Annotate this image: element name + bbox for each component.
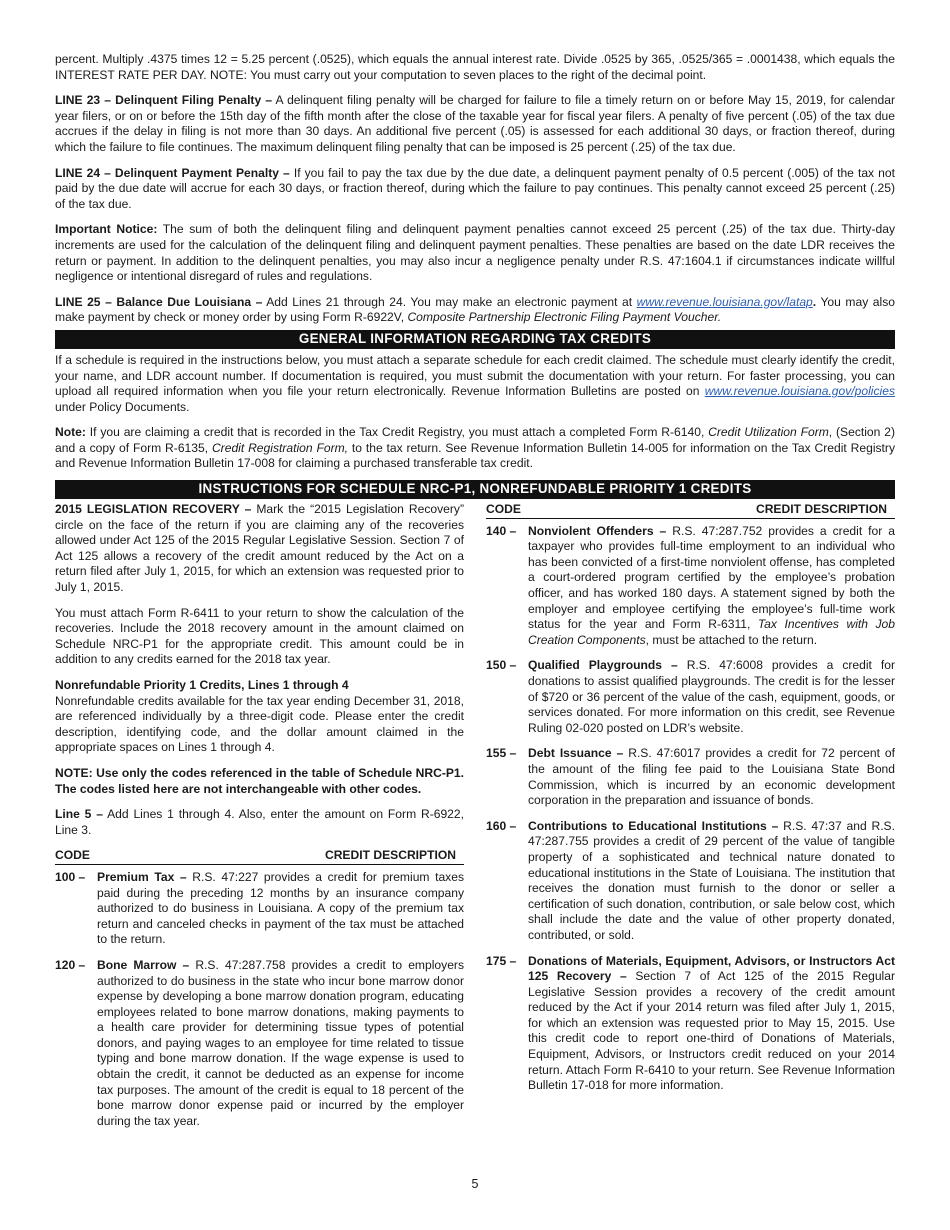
payment-voucher-title: Composite Partnership Electronic Filing Payment Voucher.	[407, 310, 722, 325]
credit-code: 150 –	[486, 658, 517, 673]
line23-heading: LINE 23 – Delinquent Filing Penalty –	[55, 93, 273, 108]
credit-title: Premium Tax –	[97, 869, 187, 884]
credit-entry-100: 100 – Premium Tax – R.S. 47:227 provides a credit for premium taxes paid during the preceding 12 months by an insurance company authorized to do business in Louisiana. A copy of the premium tax return and canceled checks in payment of the tax must be attached to the return.	[55, 869, 464, 947]
line25-paragraph: LINE 25 – Balance Due Louisiana – Add Lines 21 through 24. You may make an electronic payment at www.revenue.louisiana.gov/latap. You may also make payment by check or money order by using Form R-6922V, Composite Partnership Electronic Filing Payment Voucher.	[55, 294, 895, 325]
line5-heading: Line 5 –	[55, 807, 103, 822]
left-code-header	[55, 848, 464, 865]
credit-entry-155: 155 – Debt Issuance – R.S. 47:6017 provides a credit for 72 percent of the amount of the filing fee paid to the Louisiana State Bond Commission, which is incurred by an economic development corporation in the preparation and issuance of bonds.	[486, 746, 895, 808]
registry-note-paragraph: Note: If you are claiming a credit that is recorded in the Tax Credit Registry, you must attach a completed Form R-6140, Credit Utilization Form, (Section 2) and a copy of Form R-6135, Credit Registration Form, to the tax return. See Revenue Information Bulletin 14-005 for information on the Tax Credit Registry and Revenue Information Bulletin 17-008 for claiming a purchased transferable tax credit.	[55, 425, 895, 471]
credit-code: 100 –	[55, 869, 86, 884]
important-notice-heading: Important Notice:	[55, 222, 158, 237]
line24-heading: LINE 24 – Delinquent Payment Penalty –	[55, 165, 290, 180]
latap-link[interactable]: www.revenue.louisiana.gov/latap	[636, 294, 813, 309]
credit-title: Bone Marrow –	[97, 957, 190, 972]
registry-note-heading: Note:	[55, 425, 86, 440]
credit-title: Qualified Playgrounds –	[528, 658, 678, 673]
line24-paragraph: LINE 24 – Delinquent Payment Penalty – If you fail to pay the tax due by the due date, a delinquent payment penalty of 0.5 percent (.005) of the tax not paid by the due date will accrue for each 30 days, or fraction thereof, during which the failure to pay continues. This penalty cannot exceed 25 percent (.25) of the tax due.	[55, 165, 895, 211]
credit-code: 155 –	[486, 746, 517, 761]
recovery-heading: 2015 LEGISLATION RECOVERY –	[55, 502, 252, 517]
description-column-header: CREDIT DESCRIPTION	[755, 502, 887, 517]
general-info-banner: GENERAL INFORMATION REGARDING TAX CREDITS	[55, 330, 895, 349]
attach-r6411-paragraph: You must attach Form R-6411 to your return to show the calculation of the recoveries. Include the 2018 recovery amount in the amount claimed on Schedule NRC-P1 for the appropriate credit. This amount could be in addition to any credits earned for the 2018 tax year.	[55, 605, 464, 667]
document-page	[55, 52, 895, 1139]
credit-entry-140: 140 – Nonviolent Offenders – R.S. 47:287.752 provides a credit for a taxpayer who provides full-time employment to an individual who has been convicted of a first-time nonviolent offense, has completed a court-ordered program certified by the employee’s probation officer, and has worked 180 days. A statement signed by both the employer and employee certifying the employee’s full-time work status for the year and Form R-6311, Tax Incentives with Job Creation Components, must be attached to the return.	[486, 523, 895, 647]
credit-entry-160: 160 – Contributions to Educational Institutions – R.S. 47:37 and R.S. 47:287.755 provides a credit of 29 percent of the value of tangible property of a sophisticated and technical nature donated to educational institutions in the State of Louisiana. The institution that receives the donation must furnish to the donor or seller a certification of such donation, contribution, or sale below cost, which shall include the date and the value of other property donated, contributed, or sold.	[486, 818, 895, 942]
credit-code: 160 –	[486, 818, 517, 833]
credit-entry-150: 150 – Qualified Playgrounds – R.S. 47:6008 provides a credit for donations to assist qualified playgrounds. The credit is for the lesser of $720 or 36 percent of the value of the cash, equipment, goods, or services donated. For more information on this credit, see Revenue Ruling 02-020 posted on LDR’s website.	[486, 658, 895, 735]
code-column-header: CODE	[486, 502, 521, 517]
recovery-paragraph: 2015 LEGISLATION RECOVERY – Mark the “2015 Legislation Recovery” circle on the face of the return if you are claiming any of the recoveries allowed under Act 125 of the 2015 Regular Legislative Session. Section 7 of Act 125 allows a recovery of the credit amount reduced by the Act on a return filed after July 1, 2015, for which an extension was requested prior to July 1, 2015.	[55, 502, 464, 595]
credit-title: Debt Issuance –	[528, 746, 624, 761]
line25-heading: LINE 25 – Balance Due Louisiana –	[55, 294, 263, 309]
two-column-body	[55, 502, 895, 1139]
credit-code: 175 –	[486, 953, 517, 968]
priority-credits-heading: Nonrefundable Priority 1 Credits, Lines 1 through 4	[55, 678, 349, 692]
nrc-p1-banner: INSTRUCTIONS FOR SCHEDULE NRC-P1, NONREFUNDABLE PRIORITY 1 CREDITS	[55, 480, 895, 499]
general-info-paragraph: If a schedule is required in the instructions below, you must attach a separate schedule for each credit claimed. The schedule must clearly identify the credit, your name, and LDR account number. If documentation is required, you must submit the documentation with your return. For faster processing, you can upload all required information when you file your return electronically. Revenue Information Bulletins are posted on www.revenue.louisiana.gov/policies under Policy Documents.	[55, 352, 895, 414]
page-number: 5	[471, 1177, 479, 1191]
description-column-header: CREDIT DESCRIPTION	[324, 848, 456, 863]
line23-paragraph: LINE 23 – Delinquent Filing Penalty – A delinquent filing penalty will be charged for failure to file a timely return on or before May 15, 2019, for calendar year filers, or on or before the 15th day of the fifth month after the close of the taxable year for fiscal year filers. A penalty of five percent (.05) of the tax due accrues if the delay in filing is not more than 30 days. An additional five percent (.05) is assessed for each additional 30 days, or fraction thereof, during which the failure to file continues. The maximum delinquent filing penalty that can be imposed is 25 percent (.25) of the tax due.	[55, 93, 895, 154]
credit-entry-175: 175 – Donations of Materials, Equipment, Advisors, or Instructors Act 125 Recovery – Section 7 of Act 125 of the 2015 Regular Legislative Session provides a recovery of the credit amount reduced by the Act if your 2014 return was filed after July 1, 2015, for which an extension was requested prior to May 15, 2015. Use this credit code to report one-third of Donations of Materials, Equipment, Advisors, or Instructors credit reduced on your 2014 return. Attach Form R-6410 to your return. See Revenue Information Bulletin 17-018 for more information.	[486, 953, 895, 1093]
credit-title: Contributions to Educational Institutions –	[528, 818, 779, 833]
code-column-header: CODE	[55, 848, 90, 863]
credit-entry-120: 120 – Bone Marrow – R.S. 47:287.758 provides a credit to employers authorized to do business in the state who incur bone marrow donor expense by developing a bone marrow donation program, educating employees related to bone marrow donations, making payments to a health care provider for determining tissue types of potential donors, and paying wages to an employee for time related to tissue typing and bone marrow donation. If the wage expense is used to obtain the credit, it cannot be deducted as an expense for income tax purposes. The amount of the credit is equal to 18 percent of the bone marrow donor expense paid or incurred by the employer during the tax year.	[55, 957, 464, 1128]
interest-paragraph: percent. Multiply .4375 times 12 = 5.25 percent (.0525), which equals the annual interest rate. Divide .0525 by 365, .0525/365 = .0001438, which equals the INTEREST RATE PER DAY. NOTE: You must carry out your computation to seven places to the right of the decimal point.	[55, 52, 895, 82]
credit-title: Nonviolent Offenders –	[528, 523, 667, 538]
credit-code: 120 –	[55, 957, 86, 972]
right-column	[486, 502, 895, 1139]
credit-code: 140 –	[486, 523, 517, 538]
priority-credits-paragraph: Nonrefundable Priority 1 Credits, Lines 1 through 4 Nonrefundable credits available for the tax year ending December 31, 2018, are referenced individually by a three-digit code. Please enter the credit description, identifying code, and the dollar amount claimed in the appropriate spaces on Lines 1 through 4.	[55, 678, 464, 755]
left-column	[55, 502, 464, 1139]
right-code-header	[486, 502, 895, 519]
credit-title: Donations of Materials, Equipment, Advisors, or Instructors Act 125 Recovery –	[528, 953, 895, 984]
line5-paragraph: Line 5 – Add Lines 1 through 4. Also, enter the amount on Form R-6922, Line 3.	[55, 807, 464, 837]
policies-link[interactable]: www.revenue.louisiana.gov/policies	[704, 384, 895, 399]
important-notice-paragraph: Important Notice: The sum of both the delinquent filing and delinquent payment penalties cannot exceed 25 percent (.25) of the tax due. Thirty-day increments are used for the calculation of the delinquent filing and delinquent payment penalties. These penalties are based on the date LDR receives the return or payment. In addition to the delinquent penalties, you may also incur a negligence penalty under R.S. 47:1604.1 if circumstances indicate willful negligence or intentional disregard of rules and regulations.	[55, 222, 895, 284]
codes-note-paragraph: NOTE: Use only the codes referenced in the table of Schedule NRC-P1. The codes listed here are not interchangeable with other codes.	[55, 765, 464, 796]
